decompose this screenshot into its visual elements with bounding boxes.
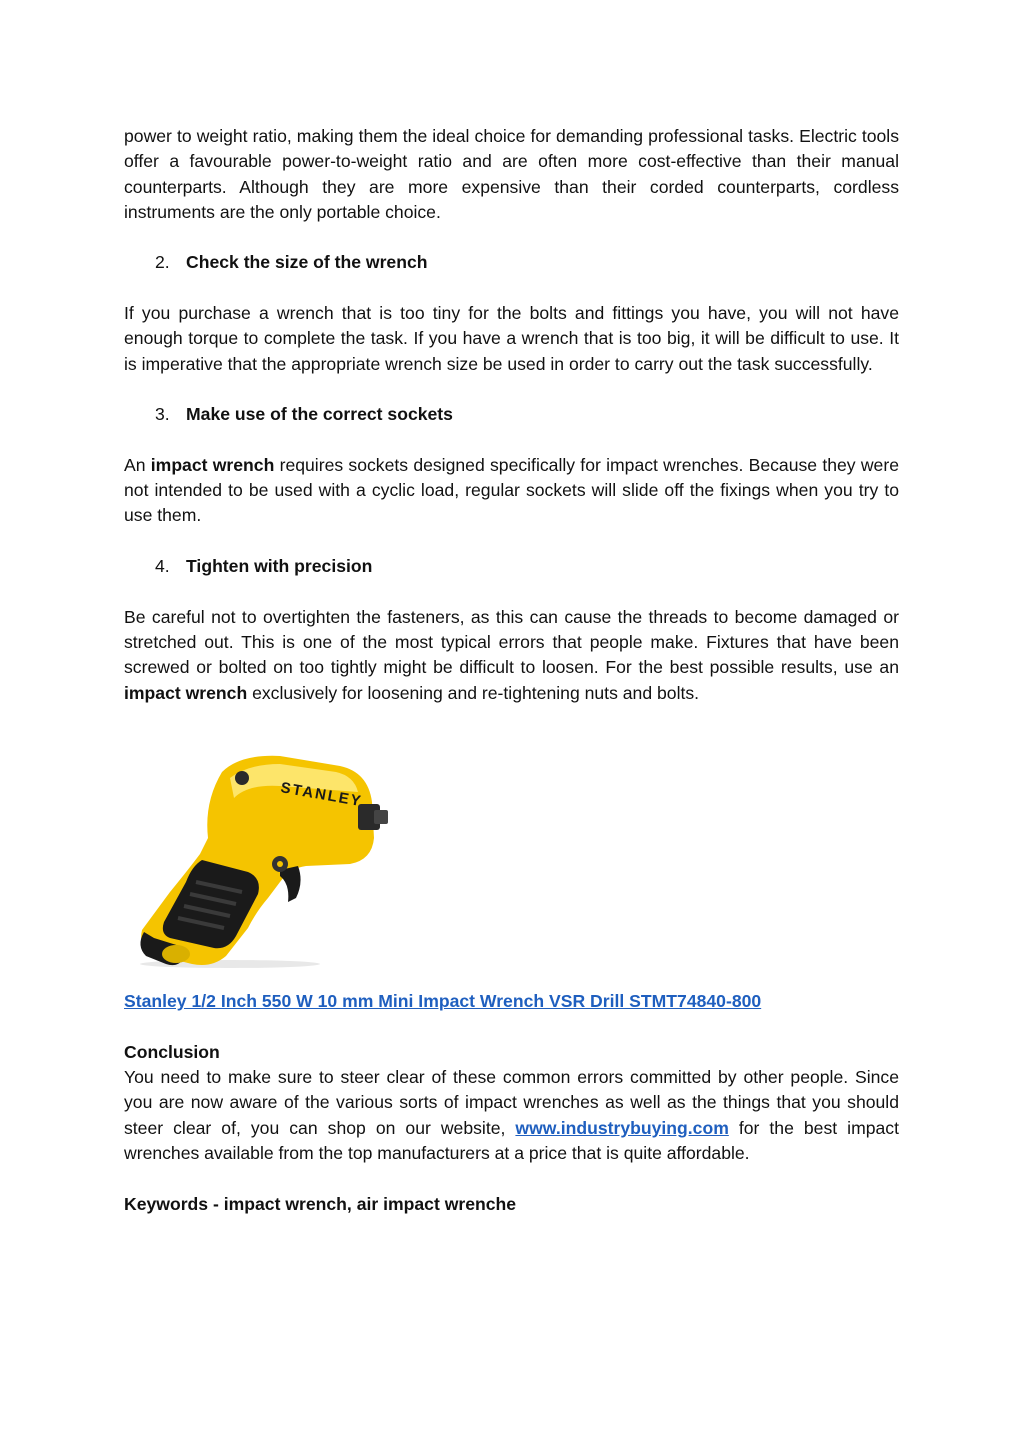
conclusion-title: Conclusion bbox=[124, 1041, 220, 1062]
section-heading-sockets: 3. Make use of the correct sockets bbox=[155, 404, 453, 425]
bold-term: impact wrench bbox=[150, 454, 275, 475]
section-heading-precision: 4. Tighten with precision bbox=[155, 556, 373, 577]
document-content bbox=[124, 124, 899, 1217]
intro-paragraph: power to weight ratio, making them the ideal choice for demanding professional tasks. Electric tools offer a favourable power-to-weight ratio and are often more cost-effective than their manual counterparts. Although they are more expensive than their corded counterparts, cordless instruments are the only portable choice. bbox=[124, 126, 899, 222]
section-heading-wrench-size: 2. Check the size of the wrench bbox=[155, 252, 428, 273]
impact-wrench-image bbox=[130, 742, 392, 970]
keywords-line: Keywords - impact wrench, air impact wrenche bbox=[124, 1193, 517, 1214]
conclusion-body: You need to make sure to steer clear of these common errors committed by other people. Since you are now aware of the various sorts of impact wrenches as well as the things that you should steer clear of, you can shop on our website, www.industrybuying.com for the best impact wrenches available from the top manufacturers at a price that is quite affordable. bbox=[124, 1067, 899, 1163]
section-body-wrench-size: If you purchase a wrench that is too tiny for the bolts and fittings you have, you will not have enough torque to complete the task. If you have a wrench that is too big, it will be difficult to use. It is imperative that the appropriate wrench size be used in order to carry out the task successfully. bbox=[124, 303, 899, 374]
section-body-sockets: An impact wrench requires sockets designed specifically for impact wrenches. Because they were not intended to be used with a cyclic load, regular sockets will slide off the fixings when you try to use them. bbox=[124, 454, 899, 526]
website-link[interactable]: www.industrybuying.com bbox=[515, 1117, 729, 1138]
section-body-precision: Be careful not to overtighten the fasteners, as this can cause the threads to become damaged or stretched out. This is one of the most typical errors that people make. Fixtures that have been screwed or bolted on too tightly might be difficult to loosen. For the best possible results, use an impact wrench exclusively for loosening and re-tightening nuts and bolts. bbox=[124, 606, 899, 703]
image-brand-label: STANLEY bbox=[279, 779, 364, 811]
product-link-paragraph bbox=[124, 989, 899, 1014]
bold-term: impact wrench bbox=[124, 682, 248, 703]
product-link[interactable]: Stanley 1/2 Inch 550 W 10 mm Mini Impact Wrench VSR Drill STMT74840-800 bbox=[124, 991, 762, 1012]
